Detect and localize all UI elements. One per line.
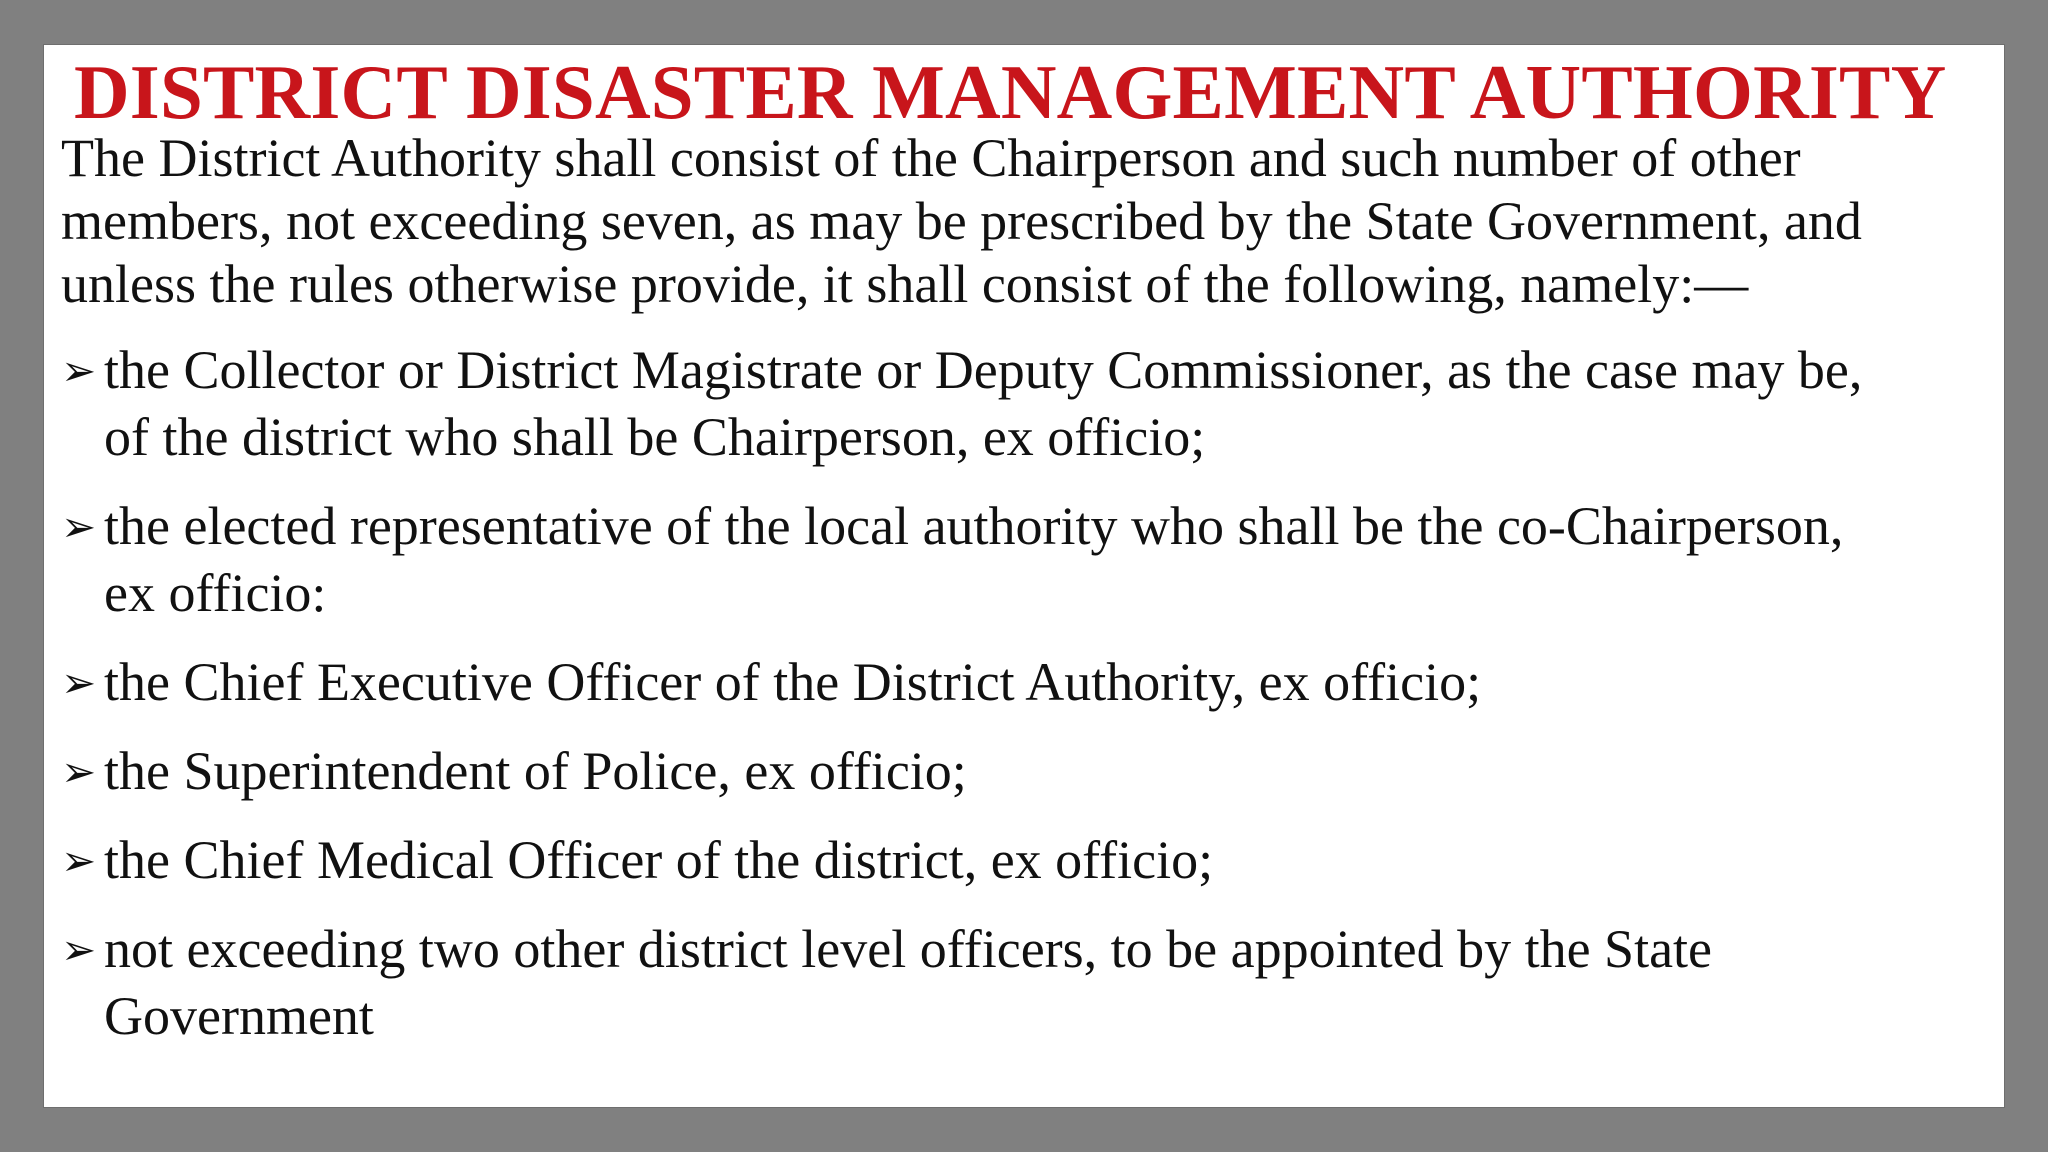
list-item bbox=[61, 916, 2001, 1050]
list-item bbox=[61, 649, 2001, 716]
list-item-text bbox=[104, 493, 2001, 627]
arrowhead-bullet-icon: ➢ bbox=[61, 836, 97, 885]
intro-line: The District Authority shall consist of the Chairperson and such number of other bbox=[61, 128, 1801, 188]
intro-paragraph bbox=[61, 127, 2001, 316]
member-list bbox=[61, 337, 2001, 1072]
list-item-line: the Chief Executive Officer of the District Authority, ex officio; bbox=[104, 652, 1482, 712]
list-item-text bbox=[104, 337, 2001, 471]
list-item bbox=[61, 827, 2001, 894]
list-item-line: of the district who shall be Chairperson, ex officio; bbox=[104, 407, 1206, 467]
slide bbox=[43, 44, 2005, 1108]
list-item-line: the Chief Medical Officer of the district, ex officio; bbox=[104, 830, 1214, 890]
list-item-text bbox=[104, 738, 2001, 805]
intro-line: unless the rules otherwise provide, it shall consist of the following, namely:— bbox=[61, 254, 1749, 314]
list-item bbox=[61, 738, 2001, 805]
slide-title: DISTRICT DISASTER MANAGEMENT AUTHORITY bbox=[74, 49, 1947, 135]
list-item-line: not exceeding two other district level officers, to be appointed by the State bbox=[104, 919, 1713, 979]
arrowhead-bullet-icon: ➢ bbox=[61, 502, 97, 551]
list-item-text bbox=[104, 916, 2001, 1050]
arrowhead-bullet-icon: ➢ bbox=[61, 658, 97, 707]
arrowhead-bullet-icon: ➢ bbox=[61, 346, 97, 395]
list-item-line: the Superintendent of Police, ex officio; bbox=[104, 741, 967, 801]
list-item bbox=[61, 493, 2001, 627]
list-item bbox=[61, 337, 2001, 471]
list-item-line: the Collector or District Magistrate or Deputy Commissioner, as the case may be, bbox=[104, 340, 1863, 400]
list-item-line: ex officio: bbox=[104, 563, 327, 623]
arrowhead-bullet-icon: ➢ bbox=[61, 925, 97, 974]
list-item-text bbox=[104, 827, 2001, 894]
list-item-text bbox=[104, 649, 2001, 716]
list-item-line: the elected representative of the local authority who shall be the co-Chairperson, bbox=[104, 496, 1844, 556]
intro-line: members, not exceeding seven, as may be prescribed by the State Government, and bbox=[61, 191, 1862, 251]
list-item-line: Government bbox=[104, 986, 374, 1046]
arrowhead-bullet-icon: ➢ bbox=[61, 747, 97, 796]
